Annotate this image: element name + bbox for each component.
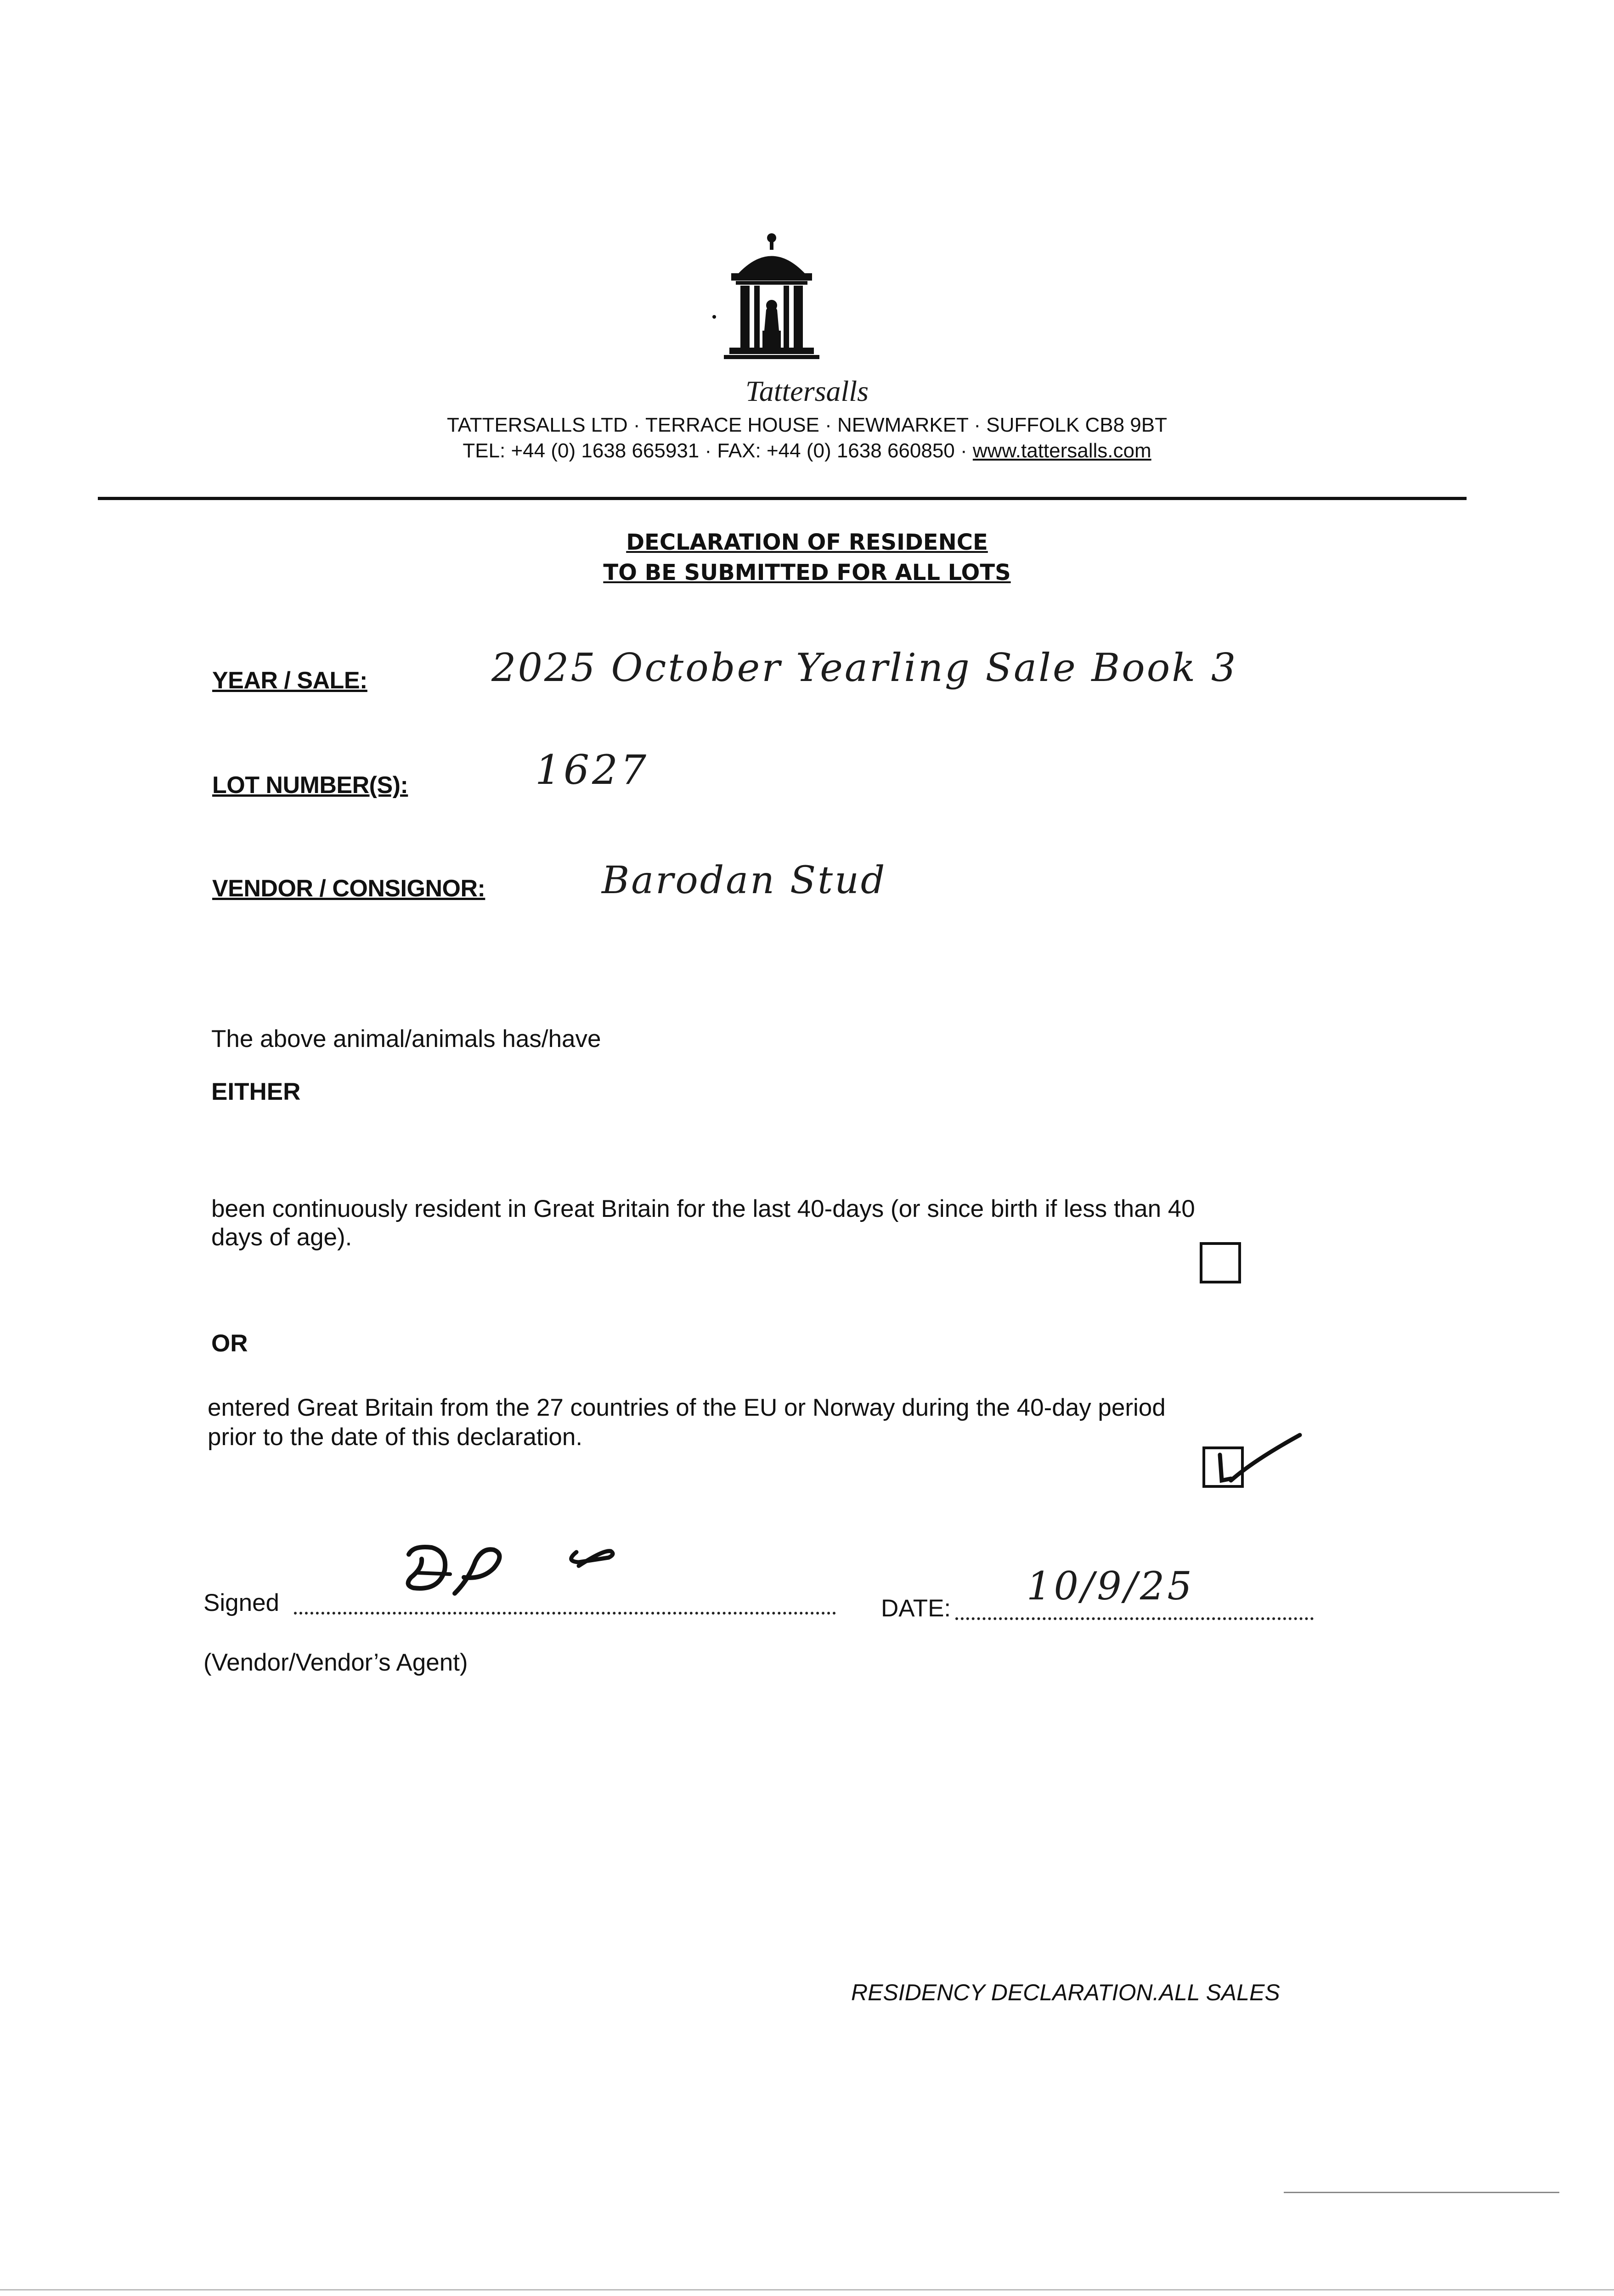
option1-checkbox[interactable] [1200, 1242, 1241, 1283]
contact-numbers: TEL: +44 (0) 1638 665931 · FAX: +44 (0) 1638 660850 · [463, 439, 973, 462]
declaration-intro: The above animal/animals has/have [211, 1025, 601, 1052]
address-line: TATTERSALLS LTD · TERRACE HOUSE · NEWMARKET · SUFFOLK CB8 9BT [447, 414, 1167, 436]
website-link[interactable]: www.tattersalls.com [972, 439, 1151, 462]
handwritten-signature [395, 1534, 680, 1607]
year-sale-label: YEAR / SALE: [212, 667, 367, 694]
document-title [394, 527, 1220, 588]
option2-text-line2: prior to the date of this declaration. [208, 1424, 583, 1451]
or-label: OR [211, 1330, 248, 1357]
date-label: DATE: [881, 1595, 951, 1622]
tattersalls-logo-icon [703, 230, 841, 367]
checkmark-icon [1213, 1433, 1304, 1492]
option2-text-line1: entered Great Britain from the 27 countries of the EU or Norway during the 40-day period [208, 1394, 1166, 1421]
form-reference: RESIDENCY DECLARATION.ALL SALES [851, 1980, 1280, 2005]
year-sale-value[interactable]: 2025 October Yearling Sale Book 3 [491, 645, 1238, 690]
letterhead-address [256, 412, 1358, 464]
option1-text-line2: days of age). [211, 1224, 352, 1251]
contact-line [256, 438, 1358, 464]
vendor-consignor-label: VENDOR / CONSIGNOR: [212, 875, 485, 902]
either-label: EITHER [211, 1078, 301, 1105]
vendor-consignor-value[interactable]: Barodan Stud [602, 859, 887, 902]
date-value[interactable]: 10/9/25 [1027, 1564, 1195, 1609]
signer-role: (Vendor/Vendor’s Agent) [203, 1649, 468, 1676]
brand-name: Tattersalls [745, 375, 869, 407]
date-line[interactable] [955, 1617, 1314, 1620]
scan-artifact-line [1284, 2192, 1559, 2193]
header-rule [98, 497, 1467, 500]
signature-line[interactable] [294, 1612, 836, 1615]
signed-label: Signed [203, 1589, 280, 1616]
lot-numbers-value[interactable]: 1627 [535, 746, 649, 793]
title-line-2: TO BE SUBMITTED FOR ALL LOTS [603, 560, 1011, 585]
title-line-1: DECLARATION OF RESIDENCE [626, 529, 988, 555]
scan-edge [0, 2289, 1614, 2290]
lot-numbers-label: LOT NUMBER(S): [212, 772, 408, 799]
option1-text-line1: been continuously resident in Great Britain for the last 40-days (or since birth if less than 40 [211, 1195, 1195, 1222]
